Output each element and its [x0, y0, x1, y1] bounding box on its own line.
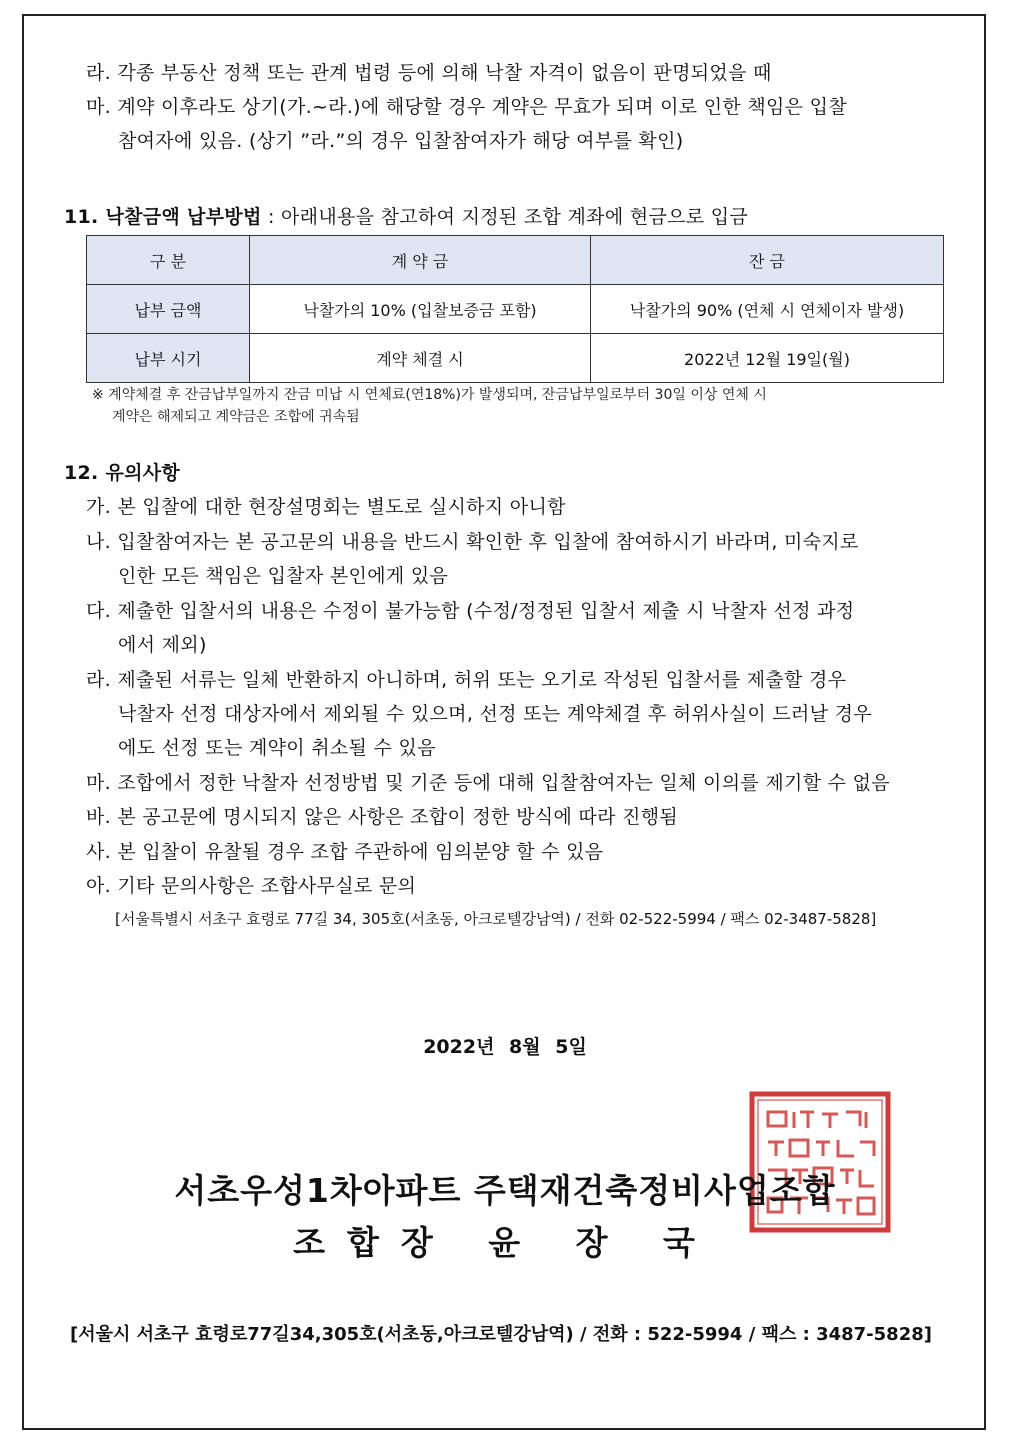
table-cell: 계약 체결 시 — [250, 334, 591, 383]
section-11-title: 11. 낙찰금액 납부방법 — [64, 206, 262, 228]
notice-item-cont: 에서 제외) — [118, 634, 207, 656]
notice-item-cont: 낙찰자 선정 대상자에서 제외될 수 있으며, 선정 또는 계약체결 후 허위사실이 드러날 경우 — [118, 703, 872, 725]
notice-item: 다. 제출한 입찰서의 내용은 수정이 불가능함 (수정/정정된 입찰서 제출 시 낙찰자 선정 과정 — [86, 600, 855, 622]
payment-note-cont: 계약은 해제되고 계약금은 조합에 귀속됨 — [112, 409, 360, 425]
item-ma: 마. 계약 이후라도 상기(가.~라.)에 해당할 경우 계약은 무효가 되며 이로 인한 책임은 입찰 — [86, 96, 847, 118]
announcement-date: 2022년 8월 5일 — [423, 1036, 587, 1058]
notice-item: 아. 기타 문의사항은 조합사무실로 문의 — [86, 875, 417, 897]
table-row — [87, 334, 944, 383]
footer-address: [서울시 서초구 효령로77길34,305호(서초동,아크로텔강남역) / 전화 : 522-5994 / 팩스 : 3487-5828] — [70, 1324, 932, 1345]
notice-item: 라. 제출된 서류는 일체 반환하지 아니하며, 허위 또는 오기로 작성된 입찰서를 제출할 경우 — [86, 669, 847, 691]
table-header-cell: 구 분 — [87, 236, 250, 285]
section-12-title: 12. 유의사항 — [64, 462, 181, 484]
notice-item: 가. 본 입찰에 대한 현장설명회는 별도로 실시하지 아니함 — [86, 496, 566, 518]
payment-table — [86, 235, 944, 383]
table-row-label: 납부 시기 — [87, 334, 250, 383]
organization-name: 서초우성1차아파트 주택재건축정비사업조합 — [174, 1171, 836, 1210]
table-header-cell: 잔 금 — [591, 236, 944, 285]
table-row-label: 납부 금액 — [87, 285, 250, 334]
notice-item-cont: 인한 모든 책임은 입찰자 본인에게 있음 — [118, 565, 449, 587]
notice-item: 사. 본 입찰이 유찰될 경우 조합 주관하에 임의분양 할 수 있음 — [86, 841, 604, 863]
table-header-cell: 계 약 금 — [250, 236, 591, 285]
table-row — [87, 285, 944, 334]
item-ra: 라. 각종 부동산 정책 또는 관계 법령 등에 의해 낙찰 자격이 없음이 판명되었을 때 — [86, 62, 772, 84]
official-seal-stamp — [748, 1090, 892, 1234]
notice-item-cont: 에도 선정 또는 계약이 취소될 수 있음 — [118, 737, 436, 759]
section-11-desc: : 아래내용을 참고하여 지정된 조합 계좌에 현금으로 입금 — [267, 206, 749, 228]
chairman-name: 조합장 윤 장 국 — [293, 1223, 717, 1262]
contact-info: [서울특별시 서초구 효령로 77길 34, 305호(서초동, 아크로텔강남역) / 전화 02-522-5994 / 팩스 02-3487-5828] — [115, 910, 877, 928]
table-header-row — [87, 236, 944, 285]
item-ma-cont: 참여자에 있음. (상기 ”라.”의 경우 입찰참여자가 해당 여부를 확인) — [118, 130, 684, 152]
payment-note: ※ 계약체결 후 잔금납부일까지 잔금 미납 시 연체료(연18%)가 발생되며, 잔금납부일로부터 30일 이상 연체 시 — [92, 387, 767, 403]
notice-item: 나. 입찰참여자는 본 공고문의 내용을 반드시 확인한 후 입찰에 참여하시기 바라며, 미숙지로 — [86, 531, 859, 553]
notice-item: 마. 조합에서 정한 낙찰자 선정방법 및 기준 등에 대해 입찰참여자는 일체 이의를 제기할 수 없음 — [86, 772, 890, 794]
table-cell: 낙찰가의 10% (입찰보증금 포함) — [250, 285, 591, 334]
table-cell: 낙찰가의 90% (연체 시 연체이자 발생) — [591, 285, 944, 334]
section-11-heading — [64, 202, 748, 229]
table-cell: 2022년 12월 19일(월) — [591, 334, 944, 383]
notice-item: 바. 본 공고문에 명시되지 않은 사항은 조합이 정한 방식에 따라 진행됨 — [86, 806, 679, 828]
